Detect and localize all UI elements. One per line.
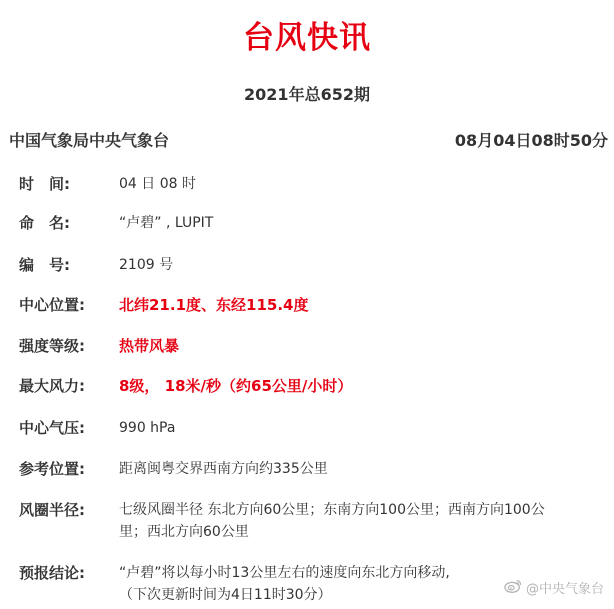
forecast-line: “卢碧”将以每小时13公里左右的速度向东北方向移动, bbox=[119, 565, 450, 581]
forecast-line: （下次更新时间为4日11时30分） bbox=[119, 587, 332, 603]
agency-name: 中国气象局中央气象台 bbox=[9, 131, 170, 150]
wind-radius-line: 里；西北方向60公里 bbox=[119, 524, 249, 540]
field-label: 编 号: bbox=[19, 256, 70, 274]
weibo-icon bbox=[504, 578, 522, 597]
watermark bbox=[504, 578, 604, 597]
field-value: 热带风暴 bbox=[119, 337, 180, 355]
issue-number: 2021年总652期 bbox=[244, 85, 370, 104]
field-label: 参考位置: bbox=[19, 460, 85, 478]
watermark-text: @中央气象台 bbox=[525, 582, 604, 597]
bulletin-title: 台风快讯 bbox=[243, 20, 371, 56]
field-value: 990 hPa bbox=[119, 420, 176, 436]
field-label: 预报结论: bbox=[19, 564, 85, 582]
wind-radius-line: 七级风圈半径 东北方向60公里；东南方向100公里；西南方向100公 bbox=[119, 502, 545, 518]
field-label: 命 名: bbox=[19, 214, 70, 232]
field-label: 时 间: bbox=[19, 175, 70, 193]
field-label: 强度等级: bbox=[19, 337, 85, 355]
field-value: 2109 号 bbox=[119, 257, 174, 273]
field-value: 北纬21.1度、东经115.4度 bbox=[119, 296, 309, 314]
issue-time: 08月04日08时50分 bbox=[454, 131, 608, 150]
field-value: 04 日 08 时 bbox=[119, 176, 196, 192]
field-label: 中心气压: bbox=[19, 419, 85, 437]
field-value: 距离闽粤交界西南方向约335公里 bbox=[119, 461, 328, 477]
field-label: 中心位置: bbox=[19, 296, 85, 314]
field-label: 风圈半径: bbox=[19, 501, 85, 519]
field-value: “卢碧” , LUPIT bbox=[119, 215, 214, 231]
field-value bbox=[119, 499, 606, 543]
field-value: 8级， 18米/秒（约65公里/小时） bbox=[119, 377, 353, 395]
field-label: 最大风力: bbox=[19, 377, 85, 395]
